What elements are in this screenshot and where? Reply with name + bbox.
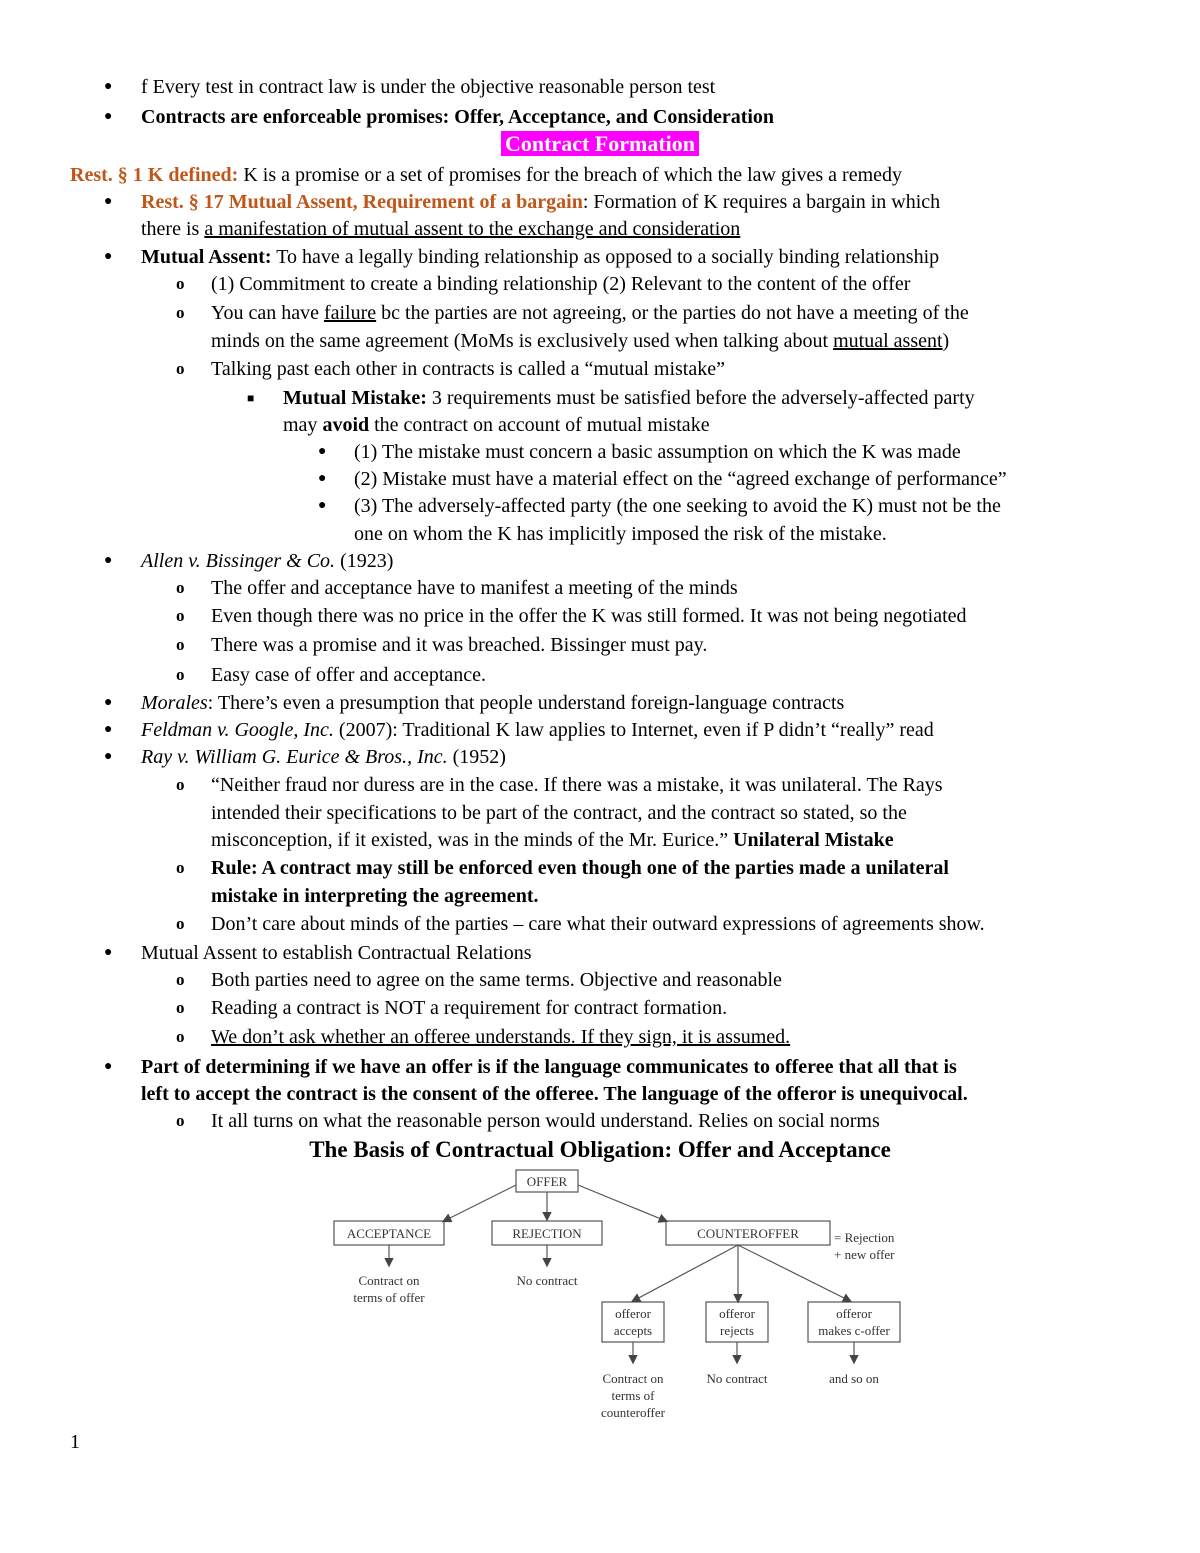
side-note: = Rejection <box>834 1230 895 1245</box>
rule-label: Rest. § 1 K defined: <box>70 164 239 186</box>
circle-bullet: o <box>176 303 185 322</box>
bold-text: Unilateral Mistake <box>733 829 894 851</box>
text: To have a legally binding relationship as opposed to a socially binding relationship <box>271 246 940 268</box>
sub-bullet-line <box>0 631 707 659</box>
continuation-line <box>0 520 887 548</box>
case-name: Ray v. William G. Eurice & Bros., Inc. <box>141 746 448 768</box>
bold-text: avoid <box>322 414 370 436</box>
text: (2) Mistake must have a material effect on the “agreed exchange of performance” <box>354 468 1007 490</box>
circle-bullet: o <box>176 665 185 684</box>
sub-bullet-line <box>0 1023 790 1051</box>
circle-bullet: o <box>176 1027 185 1046</box>
text: ) <box>942 330 950 352</box>
text: bc the parties are not agreeing, or the parties do not have a meeting of the <box>376 302 969 324</box>
square-bullet: ■ <box>247 391 255 405</box>
sub-box-label: offeror <box>615 1306 651 1321</box>
bullet-dot: ● <box>318 471 327 486</box>
counteroffer-label: COUNTEROFFER <box>697 1226 799 1241</box>
bullet-line <box>0 689 844 717</box>
case-name: Allen v. Bissinger & Co. <box>141 550 336 572</box>
circle-bullet: o <box>176 274 185 293</box>
text: misconception, if it existed, was in the minds of the Mr. Eurice.” <box>211 829 734 851</box>
sub-box-label: accepts <box>613 1323 653 1338</box>
text: (1952) <box>447 746 506 768</box>
sub-bullet-line <box>0 355 725 383</box>
bullet-line <box>0 939 532 967</box>
text: may <box>283 414 323 436</box>
bullet-dot: ● <box>318 444 327 459</box>
page-number: 1 <box>70 1431 80 1453</box>
text: “Neither fraud nor duress are in the case. If there was a mistake, it was unilateral. The Rays <box>211 774 943 796</box>
text: Even though there was no price in the offer the K was still formed. It was not being negotiated <box>211 605 967 627</box>
underlined-text: mutual assent <box>833 330 943 352</box>
text: (2007): Traditional K law applies to Internet, even if P didn’t “really” read <box>333 719 934 741</box>
circle-bullet: o <box>176 635 185 654</box>
text: Don’t care about minds of the parties – care what their outward expressions of agreements show. <box>211 913 985 935</box>
text: there is <box>141 218 205 240</box>
sub-bullet-line <box>0 966 782 994</box>
sub-bullet-line <box>0 771 943 799</box>
text: It all turns on what the reasonable person would understand. Relies on social norms <box>211 1110 880 1132</box>
continuation-line <box>0 327 949 355</box>
sub-bullet-line <box>0 574 738 602</box>
section-heading <box>0 131 1200 157</box>
bullet-dot: ● <box>104 553 113 568</box>
bullet-dot: ● <box>318 498 327 513</box>
text: Easy case of offer and acceptance. <box>211 664 487 686</box>
continuation-line <box>0 411 710 439</box>
text: 3 requirements must be satisfied before the adversely-affected party <box>426 387 975 409</box>
heading-text: Contract Formation <box>501 131 699 156</box>
text: The offer and acceptance have to manifest a meeting of the minds <box>211 577 738 599</box>
term-label: Mutual Assent: <box>141 246 272 268</box>
text: minds on the same agreement (MoMs is exclusively used when talking about <box>211 330 834 352</box>
circle-bullet: o <box>176 1111 185 1130</box>
circle-bullet: o <box>176 858 185 877</box>
text: K is a promise or a set of promises for the breach of which the law gives a remedy <box>238 164 903 186</box>
sub-result: and so on <box>829 1371 879 1386</box>
sub-result: counteroffer <box>600 1405 666 1420</box>
sub-sub-bullet-line <box>0 384 975 412</box>
diagram-title: The Basis of Contractual Obligation: Offer and Acceptance <box>309 1137 891 1162</box>
offer-acceptance-diagram <box>320 1165 920 1425</box>
circle-bullet: o <box>176 359 185 378</box>
circle-bullet: o <box>176 578 185 597</box>
bullet-dot: ● <box>104 722 113 737</box>
circle-bullet: o <box>176 914 185 933</box>
sub-result: Contract on <box>602 1371 664 1386</box>
case-name: Feldman v. Google, Inc. <box>141 719 334 741</box>
bullet-line <box>0 243 939 271</box>
continuation-line <box>0 882 539 910</box>
sub-bullet-line <box>0 299 969 327</box>
bullet-dot: ● <box>104 79 113 94</box>
bullet-line <box>0 743 506 771</box>
bullet-dot: ● <box>104 695 113 710</box>
sub-bullet-line <box>0 1107 880 1135</box>
sub-bullet-line <box>0 661 486 689</box>
offer-label: OFFER <box>526 1174 568 1189</box>
underlined-text: failure <box>323 302 377 324</box>
circle-bullet: o <box>176 998 185 1017</box>
text: (1) The mistake must concern a basic assumption on which the K was made <box>354 441 961 463</box>
sub-box-label: offeror <box>836 1306 872 1321</box>
bullet-dot: ● <box>104 749 113 764</box>
bullet-line <box>0 188 940 216</box>
bullet-dot: ● <box>104 249 113 264</box>
sub-box-label: offeror <box>719 1306 755 1321</box>
rejection-label: REJECTION <box>512 1226 582 1241</box>
sub-bullet-line <box>0 270 910 298</box>
bullet-dot: ● <box>104 1059 113 1074</box>
sub-box-label: rejects <box>720 1323 754 1338</box>
text: : Formation of K requires a bargain in which <box>582 191 941 213</box>
text: Talking past each other in contracts is called a “mutual mistake” <box>211 358 725 380</box>
bullet-dot: ● <box>104 109 113 124</box>
text: one on whom the K has implicitly imposed the risk of the mistake. <box>354 523 887 545</box>
text: (1923) <box>335 550 394 572</box>
text: There was a promise and it was breached. Bissinger must pay. <box>211 634 708 656</box>
text: (1) Commitment to create a binding relationship (2) Relevant to the content of the offer <box>211 273 911 295</box>
bullet-line <box>0 103 774 131</box>
continuation-line <box>0 215 740 243</box>
text: mistake in interpreting the agreement. <box>211 885 539 907</box>
arrow <box>578 1185 666 1221</box>
arrow <box>444 1185 516 1221</box>
bullet-line <box>0 716 934 744</box>
text: Reading a contract is NOT a requirement for contract formation. <box>211 997 728 1019</box>
text: You can have <box>211 302 324 324</box>
acceptance-label: ACCEPTANCE <box>346 1226 432 1241</box>
text: Part of determining if we have an offer is if the language communicates to offeree that all that is <box>141 1056 957 1078</box>
bullet-dot: ● <box>104 194 113 209</box>
level4-bullet-line <box>0 465 1007 493</box>
text: (3) The adversely-affected party (the one seeking to avoid the K) must not be the <box>354 495 1001 517</box>
underlined-text: We don’t ask whether an offeree understands. If they sign, it is assumed. <box>211 1026 791 1048</box>
underlined-text: a manifestation of mutual assent to the exchange and consideration <box>204 218 741 240</box>
text: Both parties need to agree on the same terms. Objective and reasonable <box>211 969 782 991</box>
sub-bullet-line <box>0 994 727 1022</box>
sub-result: No contract <box>706 1371 768 1386</box>
text: Mutual Assent to establish Contractual Relations <box>141 942 532 964</box>
bullet-line <box>0 1053 957 1081</box>
sub-result: terms of <box>611 1388 655 1403</box>
bullet-line <box>0 547 393 575</box>
case-name: Morales <box>141 692 208 714</box>
acceptance-result: Contract on <box>358 1273 420 1288</box>
sub-box-label: makes c-offer <box>818 1323 890 1338</box>
continuation-line <box>0 826 894 854</box>
text: Contracts are enforceable promises: Offer, Acceptance, and Consideration <box>141 106 775 128</box>
rule-label: Rest. § 17 Mutual Assent, Requirement of a bargain <box>141 191 583 213</box>
text: left to accept the contract is the consent of the offeree. The language of the offeror is unequivocal. <box>141 1083 968 1105</box>
rejection-result: No contract <box>516 1273 578 1288</box>
definition-line <box>0 161 902 189</box>
level4-bullet-line <box>0 492 1001 520</box>
circle-bullet: o <box>176 606 185 625</box>
text: the contract on account of mutual mistake <box>369 414 710 436</box>
text: f Every test in contract law is under the objective reasonable person test <box>141 76 716 98</box>
text: intended their specifications to be part of the contract, and the contract so stated, so the <box>211 802 907 824</box>
arrow <box>633 1245 738 1301</box>
sub-bullet-line <box>0 602 967 630</box>
text: Rule: A contract may still be enforced even though one of the parties made a unilateral <box>211 857 949 879</box>
acceptance-result: terms of offer <box>353 1290 425 1305</box>
term-label: Mutual Mistake: <box>283 387 427 409</box>
circle-bullet: o <box>176 775 185 794</box>
continuation-line <box>0 1080 968 1108</box>
sub-bullet-line <box>0 910 985 938</box>
bullet-line <box>0 73 715 101</box>
bullet-dot: ● <box>104 945 113 960</box>
side-note: + new offer <box>834 1247 895 1262</box>
circle-bullet: o <box>176 970 185 989</box>
continuation-line <box>0 799 907 827</box>
sub-bullet-line <box>0 854 949 882</box>
level4-bullet-line <box>0 438 961 466</box>
text: : There’s even a presumption that people understand foreign-language contracts <box>207 692 845 714</box>
